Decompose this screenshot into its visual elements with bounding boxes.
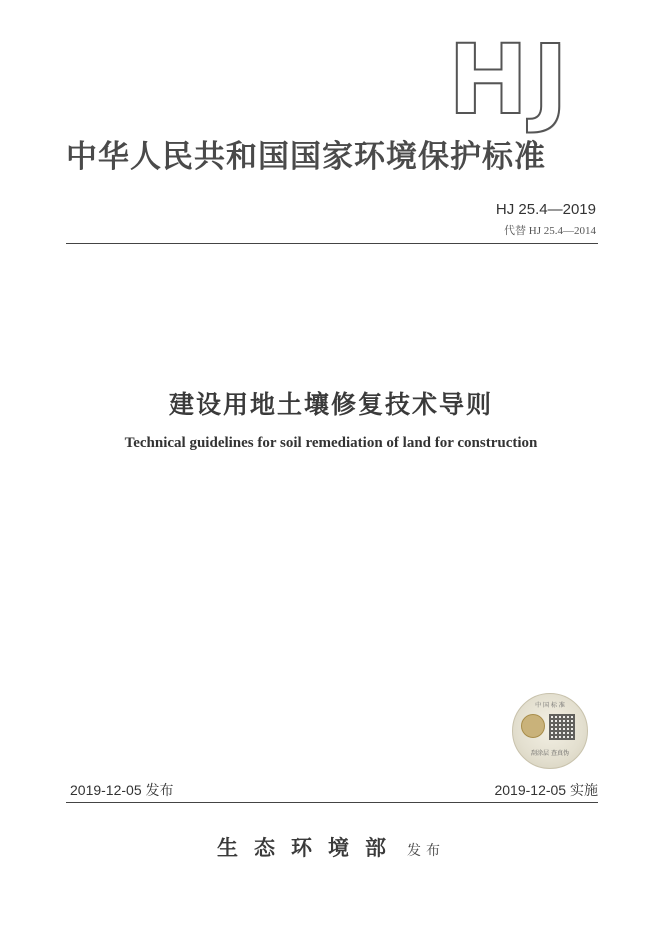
issue-date: 2019-12-05 发布 [70, 782, 174, 798]
anti-counterfeit-seal [512, 693, 588, 769]
seal-top-text: 中 国 标 准 [535, 702, 565, 709]
top-divider [66, 243, 598, 244]
document-title-cn: 建设用地土壤修复技术导则 [168, 390, 493, 419]
issuer-name: 生态环境部 [216, 835, 402, 860]
qr-code-icon [549, 714, 575, 740]
standard-series-title: 中华人民共和国国家环境保护标准 [66, 139, 546, 175]
bottom-divider [66, 802, 598, 803]
issuer-line [0, 832, 662, 862]
standard-code: HJ 25.4—2019 [495, 201, 596, 218]
effective-date: 2019-12-05 实施 [494, 782, 598, 798]
seal-emblem-icon [521, 714, 545, 738]
hj-logo: HJ [448, 24, 573, 136]
issuer-suffix: 发布 [407, 843, 446, 859]
seal-bottom-text: 刮涂层 查真伪 [531, 750, 569, 757]
document-title-en: Technical guidelines for soil remediation of land for construction [124, 435, 538, 451]
replaces-standard: 代替 HJ 25.4—2014 [504, 225, 596, 237]
date-row [66, 780, 598, 800]
